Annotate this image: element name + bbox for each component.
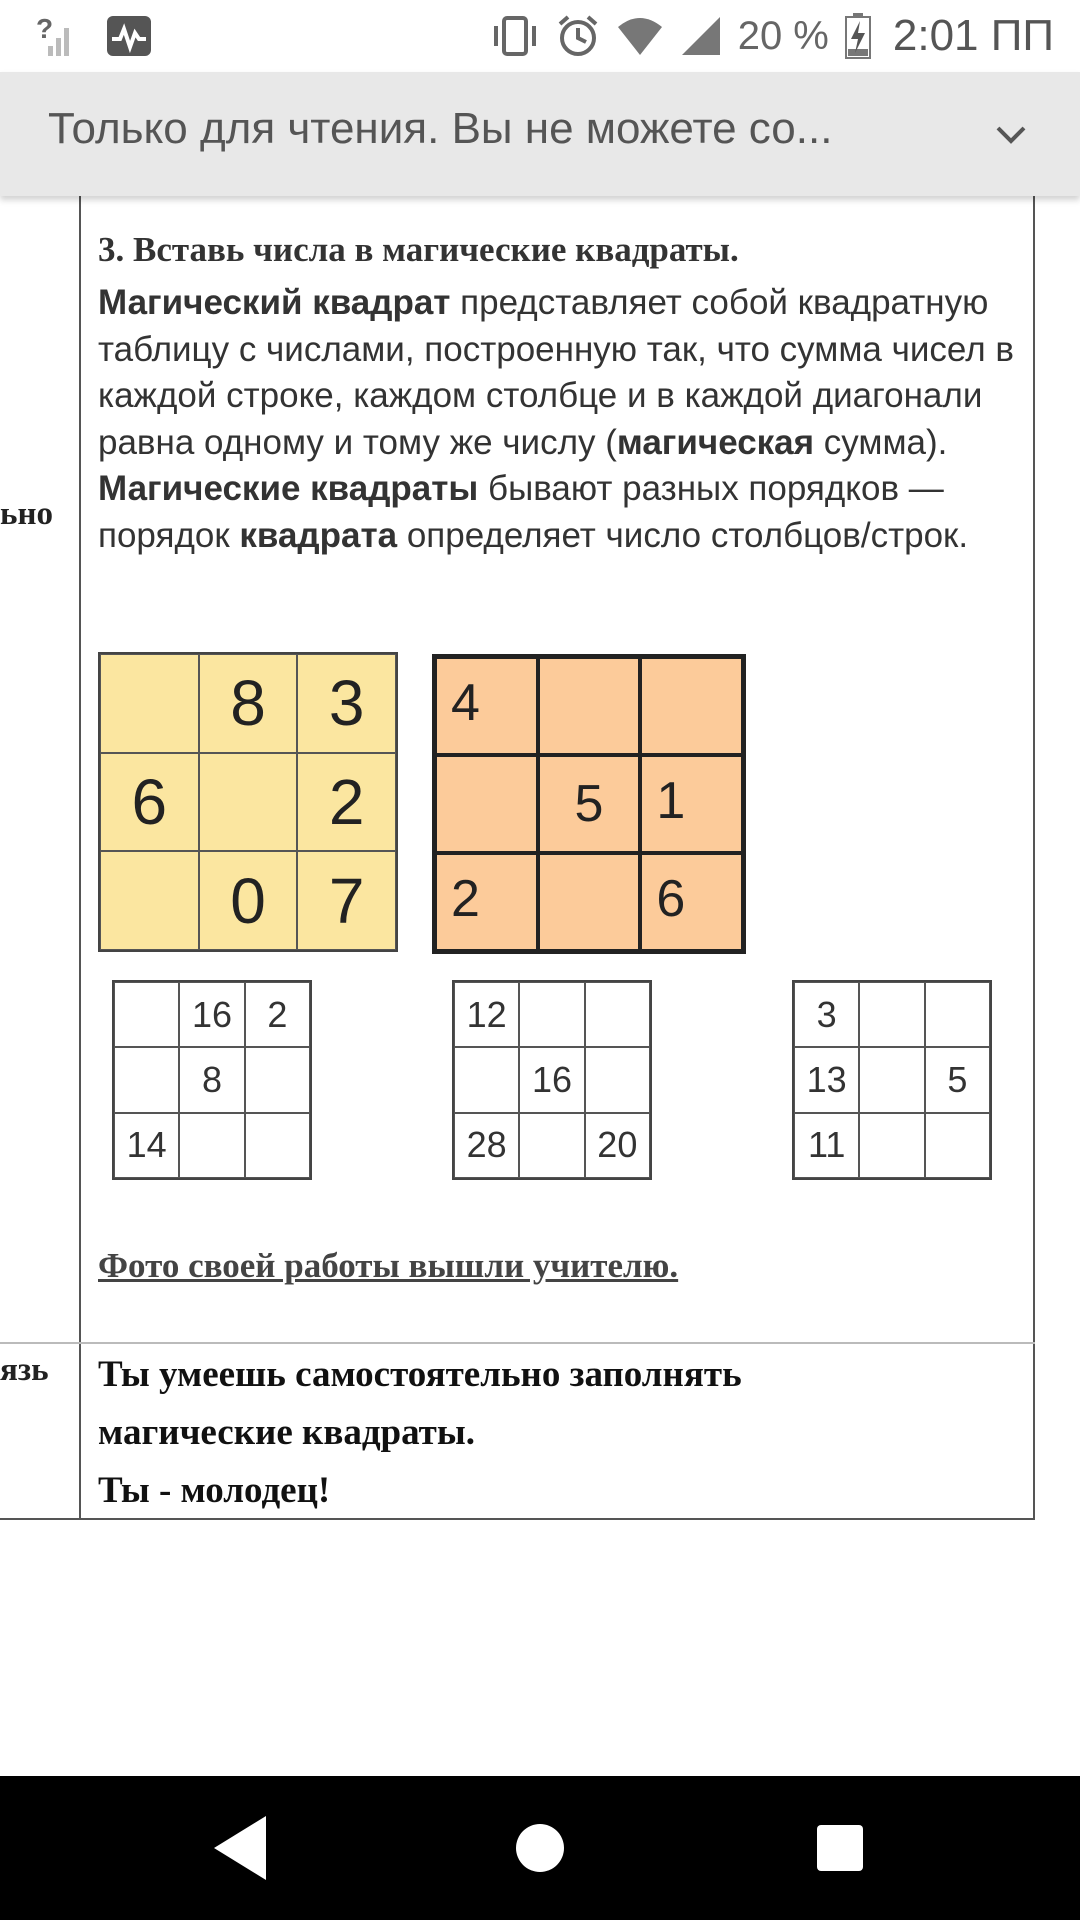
left-column-fragment: язь [0, 1352, 49, 1388]
square-cell [245, 1047, 310, 1112]
status-bar [0, 0, 1080, 72]
square-cell [179, 1113, 244, 1178]
square-cell [585, 1047, 650, 1112]
square-cell: 4 [435, 657, 538, 755]
bold-term: Магические квадраты [98, 469, 479, 508]
square-cell: 6 [640, 853, 743, 951]
square-cell: 3 [297, 654, 396, 753]
square-cell [585, 982, 650, 1047]
square-cell [114, 1047, 179, 1112]
home-icon[interactable] [500, 1808, 580, 1888]
square-cell: 8 [199, 654, 298, 753]
vibrate-icon [490, 14, 540, 58]
square-cell: 6 [100, 753, 199, 852]
square-cell: 13 [794, 1047, 859, 1112]
square-cell [519, 1113, 584, 1178]
square-cell [925, 982, 990, 1047]
square-cell: 28 [454, 1113, 519, 1178]
square-cell [199, 753, 298, 852]
read-only-banner[interactable] [0, 72, 1080, 196]
square-cell: 12 [454, 982, 519, 1047]
battery-charging-icon [845, 13, 871, 59]
square-cell: 14 [114, 1113, 179, 1178]
send-photo-instruction: Фото своей работы вышли учителю. [98, 1246, 679, 1285]
square-cell: 2 [297, 753, 396, 852]
square-cell: 20 [585, 1113, 650, 1178]
magic-square-small-1 [112, 980, 312, 1180]
square-cell: 5 [925, 1047, 990, 1112]
no-signal-icon [36, 14, 76, 58]
square-cell: 11 [794, 1113, 859, 1178]
svg-text:?: ? [36, 14, 54, 44]
square-cell: 7 [297, 851, 396, 950]
square-cell [859, 1047, 924, 1112]
back-icon[interactable] [200, 1808, 280, 1888]
square-cell [640, 657, 743, 755]
square-cell: 0 [199, 851, 298, 950]
task-title: 3. Вставь числа в магические квадраты. [98, 230, 739, 269]
square-cell [519, 982, 584, 1047]
text-run: бывают разных порядков — порядок [98, 469, 944, 555]
square-cell [538, 853, 641, 951]
square-cell [454, 1047, 519, 1112]
square-cell: 16 [179, 982, 244, 1047]
read-only-message: Только для чтения. Вы не можете со... [48, 104, 833, 153]
magic-square-small-3 [792, 980, 992, 1180]
square-cell: 5 [538, 755, 641, 853]
document-view[interactable] [0, 196, 1080, 1776]
battery-percent: 20 % [737, 13, 829, 58]
table-border-right [1033, 196, 1035, 1520]
final-line: Ты - молодец! [98, 1470, 331, 1511]
recents-icon[interactable] [800, 1808, 880, 1888]
square-cell [100, 851, 199, 950]
square-cell: 2 [435, 853, 538, 951]
square-cell: 8 [179, 1047, 244, 1112]
magic-square-yellow [98, 652, 398, 952]
square-cell: 16 [519, 1047, 584, 1112]
activity-icon [106, 15, 152, 57]
square-cell [435, 755, 538, 853]
square-cell: 2 [245, 982, 310, 1047]
square-cell [925, 1113, 990, 1178]
left-column-fragment: ьно [0, 496, 53, 532]
square-cell [538, 657, 641, 755]
text-run: определяет число столбцов/строк. [397, 515, 969, 555]
clock: 2:01 ПП [892, 11, 1054, 60]
signal-icon [680, 15, 722, 57]
status-bar-left [36, 10, 152, 62]
table-border-left [79, 196, 81, 1520]
chevron-down-icon[interactable] [986, 110, 1036, 160]
bold-term: квадрата [239, 515, 398, 555]
square-cell: 3 [794, 982, 859, 1047]
square-cell [114, 982, 179, 1047]
status-bar-right [490, 6, 1054, 66]
final-message [98, 1346, 742, 1520]
text-run: сумма). [814, 422, 948, 462]
bold-term: магическая [616, 422, 815, 462]
alarm-icon [556, 14, 600, 58]
square-cell [859, 982, 924, 1047]
wifi-icon [616, 15, 664, 57]
square-cell [245, 1113, 310, 1178]
final-line: Ты умеешь самостоятельно заполнять [98, 1354, 742, 1395]
table-row-divider [0, 1342, 1035, 1344]
final-line: магические квадраты. [98, 1412, 475, 1453]
bold-term: Магический квадрат [98, 283, 451, 322]
square-cell: 1 [640, 755, 743, 853]
task-description [98, 280, 1033, 559]
text-run: представляет собой квадратную таблицу с числами, построенную так, что сумма чисел в каждой строке, каждом столбце и в каждой диагонали равна одному и тому же числу ( [98, 283, 1014, 462]
navigation-bar [0, 1776, 1080, 1920]
square-cell [859, 1113, 924, 1178]
magic-square-orange [432, 654, 746, 954]
square-cell [100, 654, 199, 753]
magic-square-small-2 [452, 980, 652, 1180]
